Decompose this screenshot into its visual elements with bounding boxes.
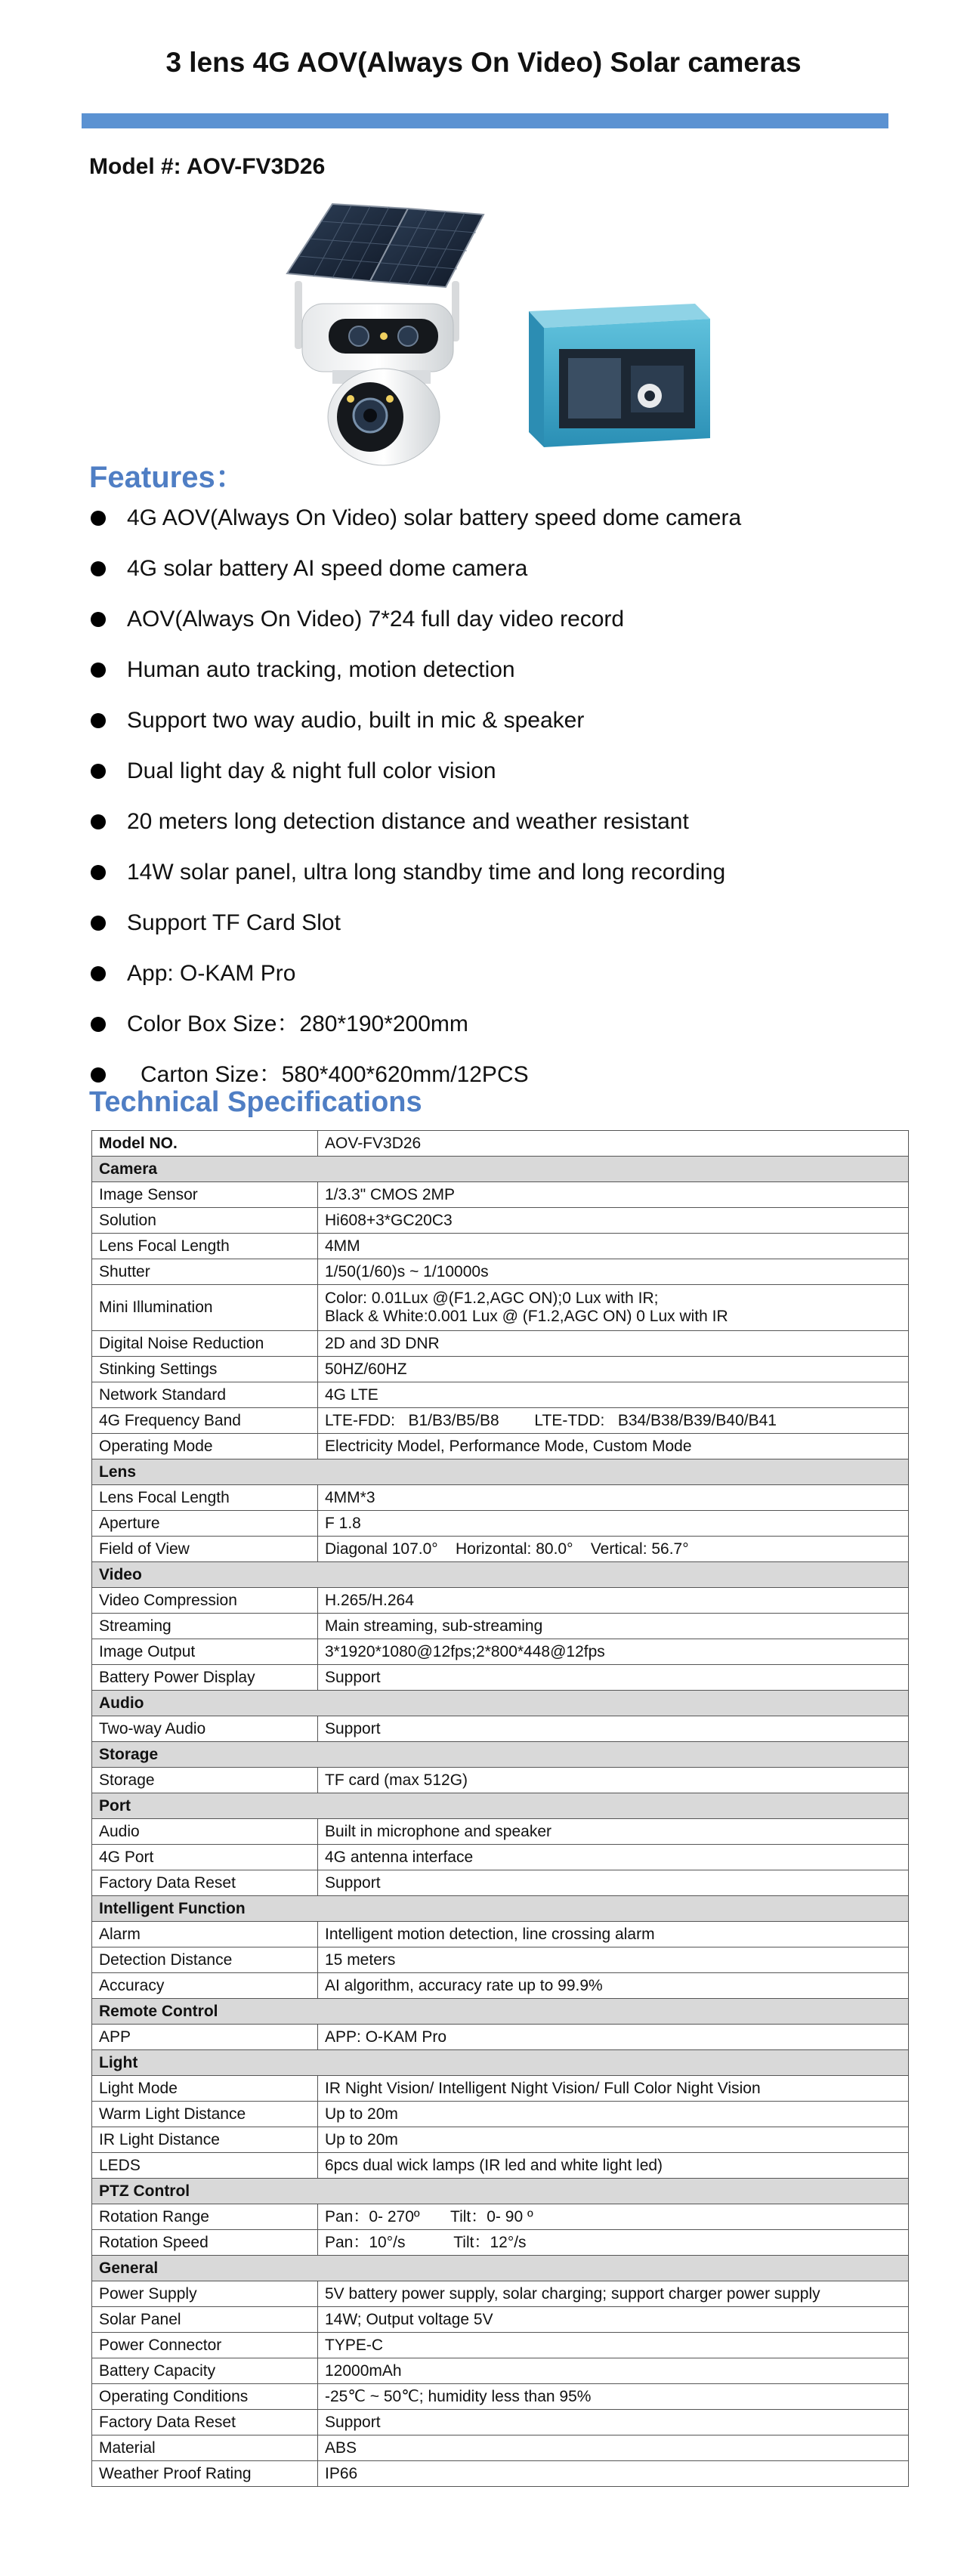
spec-row <box>92 2435 909 2461</box>
spec-value-line: Black & White:0.001 Lux @ (F1.2,AGC ON) 0 Lux with IR <box>325 1308 728 1325</box>
spec-value: Support <box>318 1716 909 1742</box>
spec-section-title: Lens <box>92 1459 909 1485</box>
spec-value: 1/50(1/60)s ~ 1/10000s <box>318 1259 909 1285</box>
spec-value: Hi608+3*GC20C3 <box>318 1208 909 1234</box>
spec-key: Audio <box>92 1819 318 1845</box>
bullet-icon <box>91 663 106 678</box>
spec-value: TF card (max 512G) <box>318 1768 909 1793</box>
spec-value: 4G antenna interface <box>318 1845 909 1870</box>
spec-row <box>92 2358 909 2384</box>
spec-key: Alarm <box>92 1922 318 1947</box>
spec-value: LTE-FDD: B1/B3/B5/B8 LTE-TDD: B34/B38/B39/B40/B41 <box>318 1408 909 1434</box>
feature-item <box>89 554 741 604</box>
spec-key: 4G Frequency Band <box>92 1408 318 1434</box>
spec-section-header <box>92 2050 909 2076</box>
spec-key: Rotation Range <box>92 2204 318 2230</box>
spec-value-line: Color: 0.01Lux @(F1.2,AGC ON);0 Lux with IR; <box>325 1290 659 1307</box>
spec-section-header <box>92 1742 909 1768</box>
spec-table-body <box>92 1131 909 2487</box>
spec-section-title: Light <box>92 2050 909 2076</box>
spec-section-title: Camera <box>92 1157 909 1182</box>
feature-item <box>89 908 741 959</box>
spec-key: Warm Light Distance <box>92 2102 318 2127</box>
spec-key: Light Mode <box>92 2076 318 2102</box>
feature-text: 14W solar panel, ultra long standby time and long recording <box>127 860 726 885</box>
spec-value: Intelligent motion detection, line crossing alarm <box>318 1922 909 1947</box>
spec-row <box>92 2384 909 2410</box>
spec-value: Support <box>318 1870 909 1896</box>
spec-value: Diagonal 107.0° Horizontal: 80.0° Vertical: 56.7° <box>318 1537 909 1562</box>
spec-key: LEDS <box>92 2153 318 2179</box>
bullet-icon <box>91 1067 106 1083</box>
feature-text: App: O-KAM Pro <box>127 961 296 986</box>
feature-text: AOV(Always On Video) 7*24 full day video record <box>127 607 625 632</box>
spec-key: Accuracy <box>92 1973 318 1999</box>
spec-key: Model NO. <box>92 1131 318 1157</box>
spec-value: 6pcs dual wick lamps (IR led and white light led) <box>318 2153 909 2179</box>
spec-row <box>92 2025 909 2050</box>
spec-key: Two-way Audio <box>92 1716 318 1742</box>
spec-key: Factory Data Reset <box>92 1870 318 1896</box>
spec-key: Solution <box>92 1208 318 1234</box>
page-title: 3 lens 4G AOV(Always On Video) Solar cameras <box>165 47 802 78</box>
bullet-icon <box>91 561 106 576</box>
feature-item <box>89 655 741 706</box>
spec-row <box>92 1259 909 1285</box>
spec-section-title: Port <box>92 1793 909 1819</box>
feature-item <box>89 604 741 655</box>
spec-row <box>92 1973 909 1999</box>
spec-key: Storage <box>92 1768 318 1793</box>
feature-text: Color Box Size：280*190*200mm <box>127 1012 468 1036</box>
spec-value: Pan：10°/s Tilt：12°/s <box>318 2230 909 2256</box>
feature-text: Human auto tracking, motion detection <box>127 657 515 682</box>
spec-key: Battery Capacity <box>92 2358 318 2384</box>
bullet-icon <box>91 1017 106 1032</box>
spec-key: Aperture <box>92 1511 318 1537</box>
feature-item <box>89 756 741 807</box>
spec-value: Up to 20m <box>318 2127 909 2153</box>
spec-key: Image Output <box>92 1639 318 1665</box>
spec-value: Pan：0- 270º Tilt：0- 90 º <box>318 2204 909 2230</box>
spec-key: Power Supply <box>92 2281 318 2307</box>
spec-section-header <box>92 2179 909 2204</box>
spec-key: Shutter <box>92 1259 318 1285</box>
spec-row <box>92 2461 909 2487</box>
spec-value: 3*1920*1080@12fps;2*800*448@12fps <box>318 1639 909 1665</box>
spec-value: IP66 <box>318 2461 909 2487</box>
spec-key: Image Sensor <box>92 1182 318 1208</box>
spec-section-header <box>92 1562 909 1588</box>
spec-value: APP: O-KAM Pro <box>318 2025 909 2050</box>
spec-row <box>92 1665 909 1691</box>
spec-value: -25℃ ~ 50℃; humidity less than 95% <box>318 2384 909 2410</box>
spec-section-title: Storage <box>92 1742 909 1768</box>
spec-key: Operating Mode <box>92 1434 318 1459</box>
bullet-icon <box>91 814 106 829</box>
bullet-icon <box>91 713 106 728</box>
feature-text: 4G solar battery AI speed dome camera <box>127 556 528 581</box>
spec-value: IR Night Vision/ Intelligent Night Vision/ Full Color Night Vision <box>318 2076 909 2102</box>
bullet-icon <box>91 511 106 526</box>
spec-value: 50HZ/60HZ <box>318 1357 909 1382</box>
spec-key: Detection Distance <box>92 1947 318 1973</box>
spec-section-title: Intelligent Function <box>92 1896 909 1922</box>
bullet-icon <box>91 966 106 981</box>
spec-key: Weather Proof Rating <box>92 2461 318 2487</box>
spec-row <box>92 1588 909 1614</box>
spec-value: 1/3.3" CMOS 2MP <box>318 1182 909 1208</box>
spec-key: Stinking Settings <box>92 1357 318 1382</box>
spec-key: Battery Power Display <box>92 1665 318 1691</box>
spec-row <box>92 1768 909 1793</box>
spec-key: Field of View <box>92 1537 318 1562</box>
spec-row <box>92 1845 909 1870</box>
spec-section-title: Video <box>92 1562 909 1588</box>
spec-key: Operating Conditions <box>92 2384 318 2410</box>
spec-row <box>92 1234 909 1259</box>
bullet-icon <box>91 916 106 931</box>
spec-value: Up to 20m <box>318 2102 909 2127</box>
spec-row <box>92 1408 909 1434</box>
spec-row <box>92 2307 909 2333</box>
spec-key: IR Light Distance <box>92 2127 318 2153</box>
spec-key: Power Connector <box>92 2333 318 2358</box>
spec-section-header <box>92 1793 909 1819</box>
spec-value: H.265/H.264 <box>318 1588 909 1614</box>
spec-value: Main streaming, sub-streaming <box>318 1614 909 1639</box>
spec-section-header <box>92 2256 909 2281</box>
model-number: Model #: AOV-FV3D26 <box>89 154 326 179</box>
spec-row <box>92 1922 909 1947</box>
spec-key: Network Standard <box>92 1382 318 1408</box>
spec-value: Electricity Model, Performance Mode, Custom Mode <box>318 1434 909 1459</box>
spec-row <box>92 2153 909 2179</box>
spec-row <box>92 1947 909 1973</box>
spec-row <box>92 1819 909 1845</box>
spec-section-title: Remote Control <box>92 1999 909 2025</box>
spec-row <box>92 1511 909 1537</box>
spec-key: Solar Panel <box>92 2307 318 2333</box>
spec-section-header <box>92 1459 909 1485</box>
spec-value: TYPE-C <box>318 2333 909 2358</box>
spec-key: APP <box>92 2025 318 2050</box>
spec-value: 15 meters <box>318 1947 909 1973</box>
product-box <box>529 304 710 447</box>
spec-value: 4MM*3 <box>318 1485 909 1511</box>
spec-key: Material <box>92 2435 318 2461</box>
bullet-icon <box>91 764 106 779</box>
spec-row <box>92 2333 909 2358</box>
spec-section-header <box>92 1896 909 1922</box>
feature-item <box>89 706 741 756</box>
feature-item <box>89 857 741 908</box>
features-heading: Features： <box>89 461 246 494</box>
spec-section-header <box>92 1691 909 1716</box>
spec-row <box>92 1434 909 1459</box>
spec-row <box>92 1639 909 1665</box>
spec-table <box>91 1130 909 2487</box>
spec-key: Rotation Speed <box>92 2230 318 2256</box>
spec-row <box>92 2076 909 2102</box>
spec-value: AOV-FV3D26 <box>318 1131 909 1157</box>
feature-text: Support two way audio, built in mic & speaker <box>127 708 585 733</box>
spec-key: Video Compression <box>92 1588 318 1614</box>
spec-row <box>92 1357 909 1382</box>
spec-key: Mini Illumination <box>92 1285 318 1331</box>
spec-section-header <box>92 1157 909 1182</box>
spec-row <box>92 2281 909 2307</box>
spec-value: 4MM <box>318 1234 909 1259</box>
feature-text: Dual light day & night full color vision <box>127 758 496 783</box>
spec-row <box>92 2204 909 2230</box>
spec-key: Streaming <box>92 1614 318 1639</box>
spec-key: Digital Noise Reduction <box>92 1331 318 1357</box>
feature-item <box>89 1009 741 1060</box>
feature-text: Support TF Card Slot <box>127 910 341 935</box>
spec-row <box>92 2230 909 2256</box>
spec-row <box>92 2410 909 2435</box>
spec-key: Lens Focal Length <box>92 1485 318 1511</box>
spec-value: Support <box>318 2410 909 2435</box>
bullet-icon <box>91 612 106 627</box>
spec-row <box>92 2102 909 2127</box>
feature-text: Carton Size：580*400*620mm/12PCS <box>141 1062 529 1087</box>
spec-row <box>92 1485 909 1511</box>
bullet-icon <box>91 865 106 880</box>
spec-value: 5V battery power supply, solar charging; support charger power supply <box>318 2281 909 2307</box>
features-list <box>89 503 741 1110</box>
feature-text: 20 meters long detection distance and weather resistant <box>127 809 689 834</box>
spec-value: Support <box>318 1665 909 1691</box>
spec-section-header <box>92 1999 909 2025</box>
spec-section-title: Audio <box>92 1691 909 1716</box>
specs-heading: Technical Specifications <box>89 1086 422 1118</box>
feature-text: 4G AOV(Always On Video) solar battery speed dome camera <box>127 505 742 530</box>
spec-row <box>92 1208 909 1234</box>
spec-row <box>92 2127 909 2153</box>
spec-row <box>92 1870 909 1896</box>
spec-row <box>92 1182 909 1208</box>
feature-item <box>89 503 741 554</box>
spec-value: Built in microphone and speaker <box>318 1819 909 1845</box>
spec-row <box>92 1537 909 1562</box>
spec-value: ABS <box>318 2435 909 2461</box>
spec-section-title: General <box>92 2256 909 2281</box>
spec-value: AI algorithm, accuracy rate up to 99.9% <box>318 1973 909 1999</box>
spec-value: 4G LTE <box>318 1382 909 1408</box>
spec-value: 12000mAh <box>318 2358 909 2384</box>
feature-item <box>89 959 741 1009</box>
spec-key: Factory Data Reset <box>92 2410 318 2435</box>
spec-section-title: PTZ Control <box>92 2179 909 2204</box>
spec-value: 2D and 3D DNR <box>318 1331 909 1357</box>
spec-row <box>92 1331 909 1357</box>
spec-key: 4G Port <box>92 1845 318 1870</box>
spec-row <box>92 1131 909 1157</box>
spec-value: 14W; Output voltage 5V <box>318 2307 909 2333</box>
spec-row <box>92 1382 909 1408</box>
spec-key: Lens Focal Length <box>92 1234 318 1259</box>
title-divider-bar <box>82 113 888 128</box>
spec-row <box>92 1285 909 1331</box>
spec-row <box>92 1614 909 1639</box>
feature-item <box>89 807 741 857</box>
spec-row <box>92 1716 909 1742</box>
spec-value <box>318 1285 909 1331</box>
spec-value: F 1.8 <box>318 1511 909 1537</box>
product-photo <box>257 198 725 470</box>
